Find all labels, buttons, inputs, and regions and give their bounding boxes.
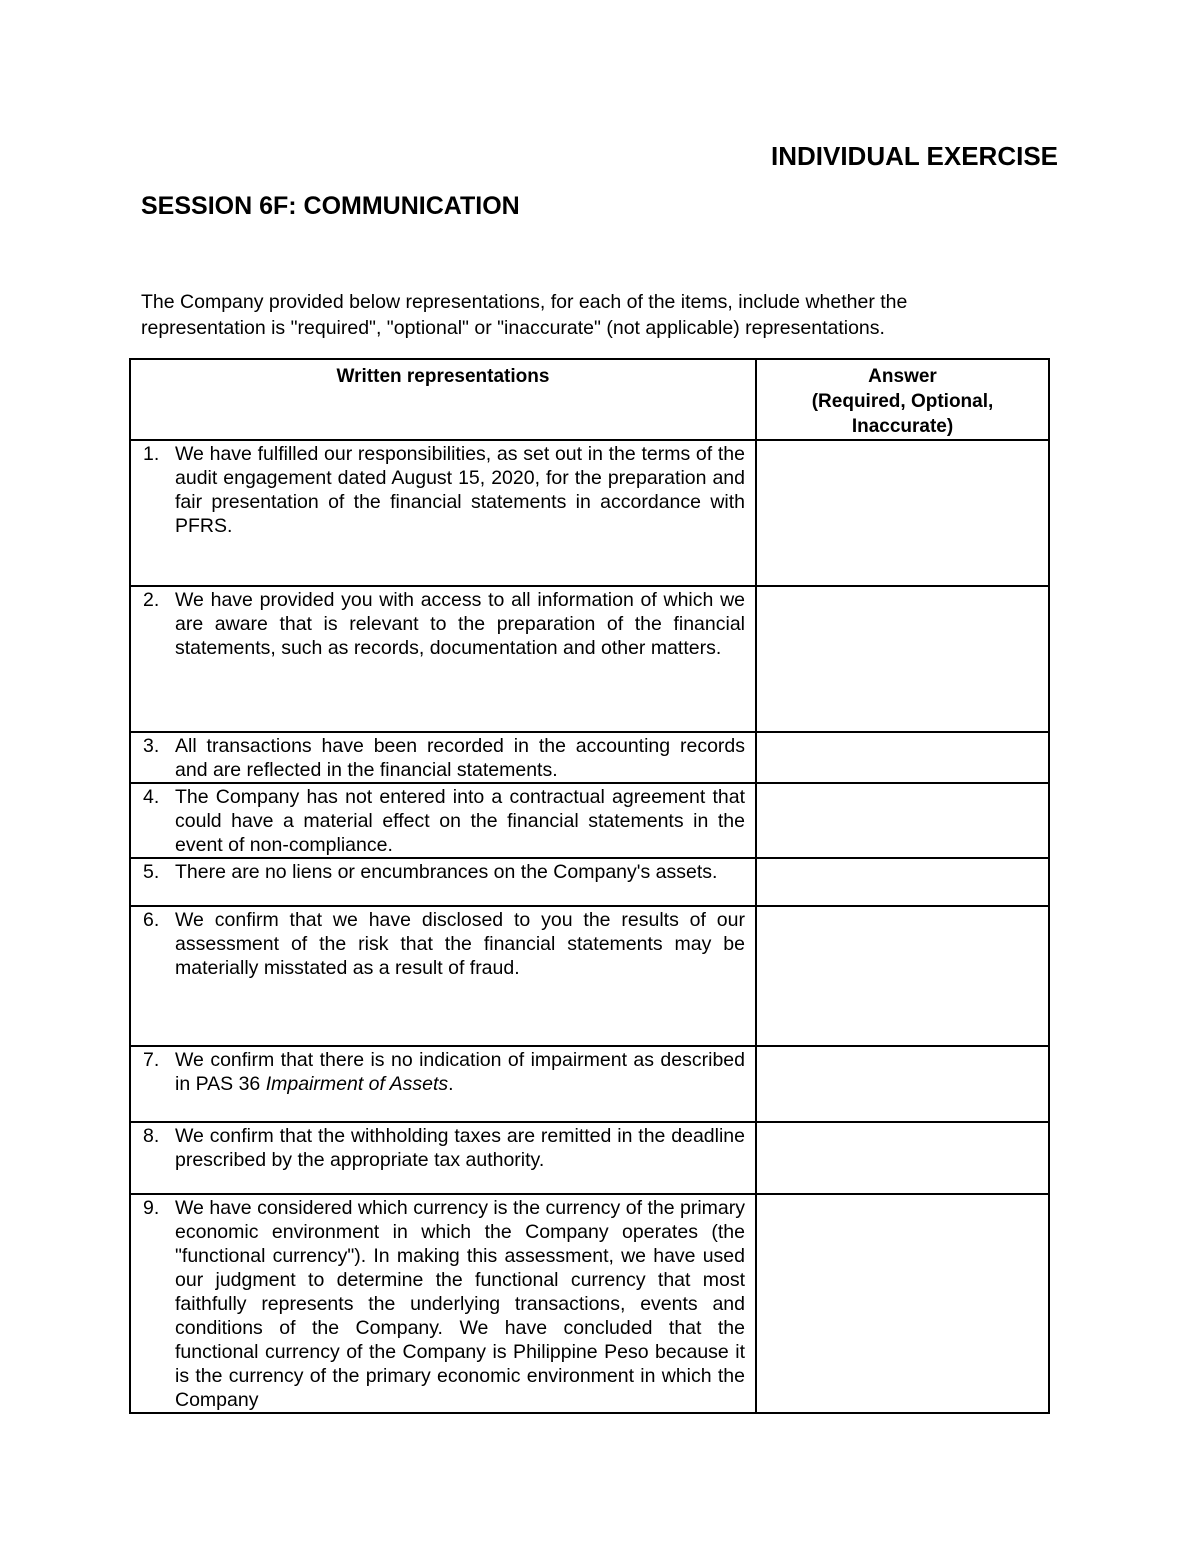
row-number: 1. [143, 443, 160, 465]
representation-cell [130, 1046, 756, 1122]
table-row [130, 783, 1049, 858]
document-type-heading: INDIVIDUAL EXERCISE [770, 141, 1058, 171]
session-title: SESSION 6F: COMMUNICATION [141, 192, 520, 220]
answer-header-title: Answer [868, 366, 937, 387]
standard-title: Impairment of Assets [265, 1073, 449, 1095]
representation-text: We have considered which currency is the currency of the primary economic environment in which the Company operates (the "functional currency"). In making this assessment, we have used our judgment to determine the functional currency that most faithfully represents the underlying transactions, events and conditions of the Company. We have concluded that the functional currency of the Company is Philippine Peso because it is the currency of the primary economic environment in which the Company [175, 1197, 745, 1411]
instructions-paragraph: The Company provided below representations, for each of the items, include whether the representation is "required", "optional" or "inaccurate" (not applicable) representations. [141, 291, 908, 339]
representation-cell [130, 586, 756, 732]
table-row [130, 1194, 1049, 1413]
written-representations-header: Written representations [130, 359, 756, 440]
text-after: . [448, 1073, 454, 1095]
representation-text: The Company has not entered into a contractual agreement that could have a material effect on the financial statements in the event of non-compliance. [175, 786, 745, 856]
answer-cell[interactable] [756, 440, 1049, 586]
table-row [130, 1122, 1049, 1194]
representation-text: All transactions have been recorded in the accounting records and are reflected in the financial statements. [175, 735, 745, 781]
answer-cell[interactable] [756, 1194, 1049, 1413]
row-number: 4. [143, 786, 160, 808]
answer-header [756, 359, 1049, 440]
answer-cell[interactable] [756, 1122, 1049, 1194]
answer-header-options: (Required, Optional, [811, 391, 994, 412]
answer-cell[interactable] [756, 586, 1049, 732]
answer-header-options-cont: Inaccurate) [851, 416, 954, 437]
table-row [130, 906, 1049, 1046]
representation-text: We confirm that the withholding taxes are remitted in the deadline prescribed by the appropriate tax authority. [175, 1125, 745, 1171]
representation-cell [130, 906, 756, 1046]
text-before: We confirm that there is no indication of impairment as described in PAS 36 [175, 1049, 745, 1095]
representation-text: We have provided you with access to all information of which we are aware that is relevant to the preparation of the financial statements, such as records, documentation and other matters. [175, 589, 745, 659]
row-number: 9. [143, 1197, 160, 1219]
representation-cell [130, 1194, 756, 1413]
answer-cell[interactable] [756, 783, 1049, 858]
table-row [130, 858, 1049, 906]
row-number: 2. [143, 589, 160, 611]
representation-text [175, 1048, 745, 1096]
row-number: 8. [143, 1125, 160, 1147]
answer-cell[interactable] [756, 1046, 1049, 1122]
table-row [130, 440, 1049, 586]
row-number: 6. [143, 909, 160, 931]
representation-text: There are no liens or encumbrances on the Company's assets. [175, 861, 718, 883]
row-number: 7. [143, 1049, 160, 1071]
representation-text: We confirm that we have disclosed to you the results of our assessment of the risk that the financial statements may be materially misstated as a result of fraud. [175, 909, 745, 979]
table-row [130, 586, 1049, 732]
representations-table [129, 358, 1050, 1414]
representation-cell [130, 1122, 756, 1194]
representation-cell [130, 858, 756, 906]
answer-cell[interactable] [756, 858, 1049, 906]
representation-cell [130, 732, 756, 783]
table-row [130, 732, 1049, 783]
representation-cell [130, 440, 756, 586]
representation-text: We have fulfilled our responsibilities, as set out in the terms of the audit engagement dated August 15, 2020, for the preparation and fair presentation of the financial statements in accordance with PFRS. [175, 443, 745, 537]
row-number: 5. [143, 861, 160, 883]
answer-cell[interactable] [756, 732, 1049, 783]
representation-cell [130, 783, 756, 858]
row-number: 3. [143, 735, 160, 757]
answer-cell[interactable] [756, 906, 1049, 1046]
table-row [130, 1046, 1049, 1122]
table-header-row [130, 359, 1049, 440]
